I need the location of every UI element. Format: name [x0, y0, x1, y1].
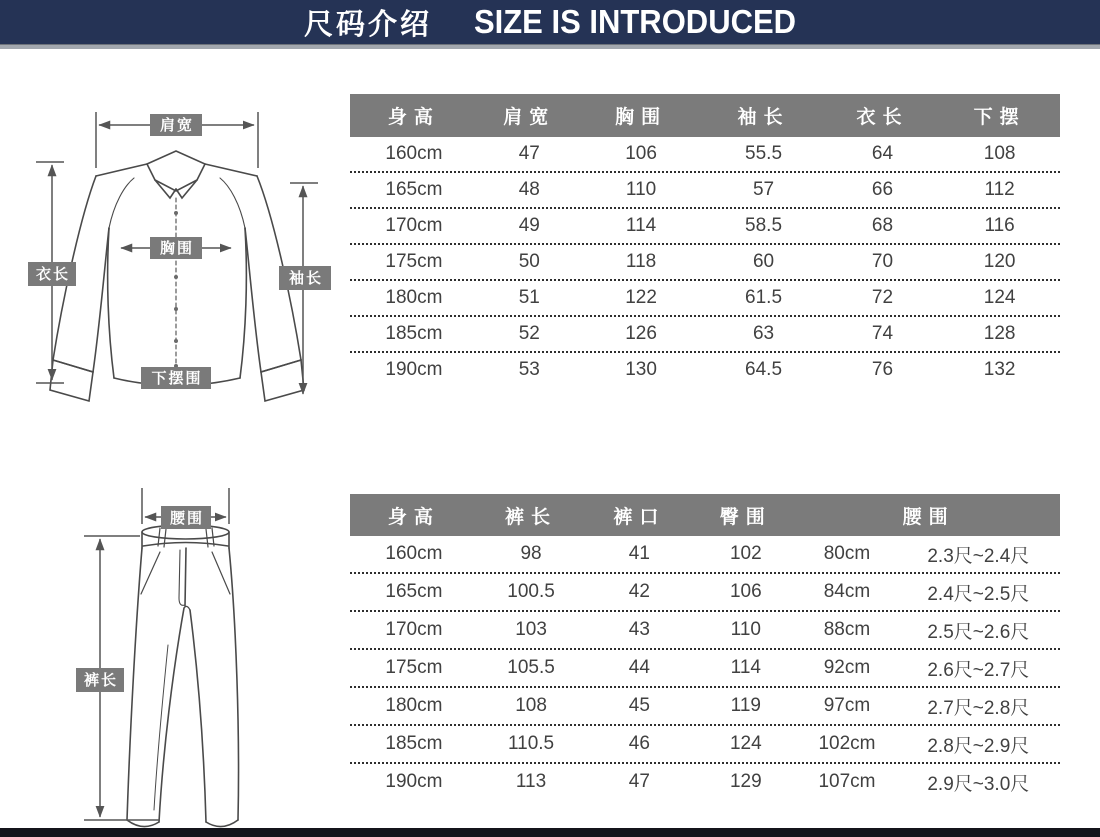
- pants-diagram: [0, 470, 350, 837]
- table-cell: 47: [628, 771, 650, 792]
- table-cell: 58.5: [745, 215, 783, 236]
- table-cell: 63: [752, 323, 775, 344]
- table-cell: 110.5: [507, 733, 555, 754]
- table-cell: 116: [984, 215, 1015, 236]
- banner-underline: [0, 44, 1100, 49]
- table-cell: 2.4尺~2.5尺: [927, 583, 1030, 605]
- table-cell: 114: [730, 657, 761, 678]
- banner-title-zh: 尺码介绍: [303, 8, 432, 41]
- table-row: [350, 173, 1060, 209]
- table-cell: 61.5: [745, 287, 783, 308]
- banner-title-en: SIZE IS INTRODUCED: [473, 2, 797, 41]
- pants-size-table: [350, 494, 1060, 800]
- table-cell: 180cm: [385, 695, 443, 716]
- column-header: 腰围: [902, 506, 955, 528]
- table-cell: 44: [628, 657, 650, 678]
- table-cell: 105.5: [507, 657, 555, 678]
- table-cell: 185cm: [385, 733, 443, 754]
- table-row: [350, 536, 1060, 574]
- table-cell: 97cm: [823, 695, 871, 716]
- pants-length-label: 裤长: [83, 672, 119, 689]
- table-cell: 43: [628, 619, 650, 640]
- table-cell: 45: [628, 695, 650, 716]
- table-cell: 114: [625, 215, 657, 236]
- table-row: [350, 574, 1060, 612]
- table-cell: 110: [730, 619, 761, 640]
- table-row: [350, 209, 1060, 245]
- table-cell: 53: [518, 359, 540, 380]
- column-header: 肩宽: [503, 107, 556, 128]
- table-header-row: [350, 94, 1060, 137]
- table-cell: 107cm: [818, 771, 876, 792]
- table-cell: 175cm: [385, 657, 443, 678]
- column-header: 身高: [387, 506, 440, 528]
- table-cell: 49: [518, 215, 540, 236]
- table-cell: 60: [752, 251, 775, 272]
- column-header: 身高: [387, 107, 440, 128]
- table-cell: 118: [625, 251, 657, 272]
- table-cell: 42: [628, 581, 650, 602]
- table-cell: 84cm: [823, 581, 871, 602]
- table-cell: 132: [983, 359, 1016, 380]
- table-cell: 165cm: [385, 581, 443, 602]
- table-cell: 88cm: [823, 619, 871, 640]
- table-header-row: [350, 494, 1060, 536]
- column-header: 下摆: [973, 107, 1026, 128]
- table-cell: 41: [628, 543, 650, 564]
- table-cell: 98: [520, 543, 542, 564]
- table-cell: 2.8尺~2.9尺: [927, 735, 1030, 757]
- table-cell: 120: [983, 251, 1016, 272]
- table-row: [350, 612, 1060, 650]
- table-cell: 165cm: [385, 179, 443, 200]
- table-cell: 110: [625, 179, 657, 200]
- table-cell: 52: [518, 323, 540, 344]
- table-cell: 124: [983, 287, 1016, 308]
- table-cell: 180cm: [385, 287, 443, 308]
- table-cell: 130: [625, 359, 657, 380]
- table-cell: 2.7尺~2.8尺: [927, 697, 1030, 719]
- table-cell: 2.9尺~3.0尺: [927, 773, 1030, 795]
- column-header: 臀围: [719, 506, 772, 528]
- table-cell: 2.5尺~2.6尺: [927, 621, 1030, 643]
- waist-label: 腰围: [169, 510, 205, 527]
- table-cell: 190cm: [385, 359, 443, 380]
- table-cell: 160cm: [385, 543, 443, 564]
- column-header: 裤长: [505, 506, 558, 528]
- table-cell: 113: [515, 771, 547, 792]
- table-cell: 70: [871, 251, 894, 272]
- banner: [0, 0, 1100, 44]
- table-row: [350, 245, 1060, 281]
- table-cell: 100.5: [507, 581, 555, 602]
- table-cell: 76: [871, 359, 894, 380]
- table-cell: 50: [518, 251, 540, 272]
- table-cell: 102: [729, 543, 762, 564]
- table-cell: 170cm: [385, 619, 443, 640]
- column-header: 衣长: [856, 107, 909, 128]
- table-row: [350, 726, 1060, 764]
- table-cell: 175cm: [385, 251, 443, 272]
- table-row: [350, 137, 1060, 173]
- table-cell: 2.3尺~2.4尺: [927, 545, 1030, 567]
- table-cell: 108: [983, 143, 1016, 164]
- shoulder-width-label: 肩宽: [159, 117, 195, 134]
- chest-label: 胸围: [159, 240, 195, 257]
- table-cell: 122: [625, 287, 657, 308]
- table-cell: 64: [871, 143, 894, 164]
- table-cell: 57: [752, 179, 775, 200]
- table-cell: 170cm: [385, 215, 443, 236]
- table-cell: 68: [871, 215, 894, 236]
- table-cell: 80cm: [823, 543, 871, 564]
- table-cell: 112: [984, 179, 1015, 200]
- table-cell: 108: [515, 695, 547, 716]
- table-cell: 74: [871, 323, 894, 344]
- table-row: [350, 317, 1060, 353]
- table-cell: 51: [518, 287, 540, 308]
- column-header: 胸围: [615, 107, 668, 128]
- table-cell: 185cm: [385, 323, 443, 344]
- table-cell: 160cm: [385, 143, 443, 164]
- table-cell: 119: [730, 695, 761, 716]
- table-row: [350, 650, 1060, 688]
- table-cell: 64.5: [745, 359, 783, 380]
- table-row: [350, 688, 1060, 726]
- table-cell: 47: [518, 143, 540, 164]
- table-cell: 72: [871, 287, 894, 308]
- table-row: [350, 764, 1060, 800]
- table-row: [350, 281, 1060, 317]
- shirt-size-table: [350, 94, 1060, 387]
- table-cell: 46: [628, 733, 650, 754]
- table-cell: 129: [729, 771, 762, 792]
- table-cell: 48: [518, 179, 540, 200]
- table-cell: 92cm: [823, 657, 871, 678]
- table-cell: 103: [515, 619, 547, 640]
- table-cell: 190cm: [385, 771, 443, 792]
- column-header: 袖长: [737, 107, 790, 128]
- table-cell: 66: [871, 179, 894, 200]
- table-cell: 124: [729, 733, 762, 754]
- bottom-section-edge: [0, 828, 1100, 837]
- column-header: 裤口: [613, 506, 666, 528]
- table-cell: 55.5: [745, 143, 783, 164]
- hem-label: 下摆围: [151, 370, 203, 387]
- garment-length-label: 衣长: [35, 266, 71, 283]
- table-cell: 106: [729, 581, 762, 602]
- sleeve-length-label: 袖长: [288, 270, 324, 287]
- table-cell: 2.6尺~2.7尺: [927, 659, 1030, 681]
- shirt-diagram: [0, 88, 350, 423]
- table-cell: 126: [625, 323, 657, 344]
- table-cell: 128: [983, 323, 1016, 344]
- table-row: [350, 353, 1060, 387]
- table-cell: 102cm: [818, 733, 876, 754]
- table-cell: 106: [625, 143, 657, 164]
